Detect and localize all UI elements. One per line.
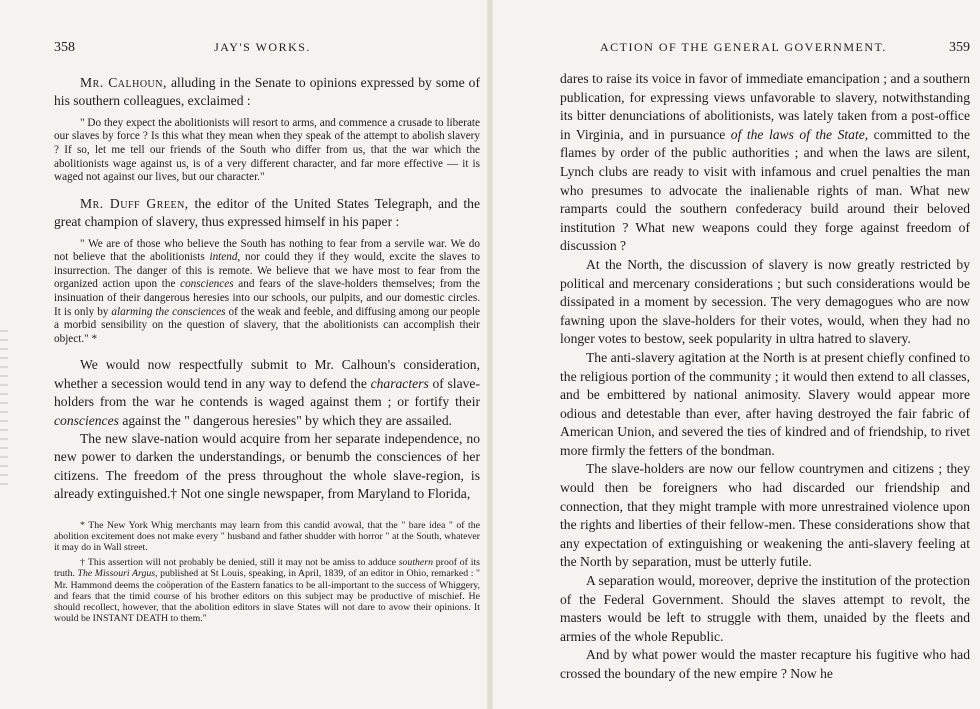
left-para-1: Mr. Calhoun, alluding in the Senate to opinions expressed by some of his southern colleagues, exclaimed : <box>54 75 480 109</box>
left-page-number: 358 <box>54 40 75 55</box>
left-running-head <box>54 40 480 56</box>
left-para-2: Mr. Duff Green, the editor of the United States Telegraph, and the great champion of slavery, thus expressed himself in his paper : <box>54 195 480 230</box>
right-running-title: ACTION OF THE GENERAL GOVERNMENT. <box>600 40 887 54</box>
right-page-number: 359 <box>949 40 970 55</box>
left-para-3: We would now respectfully submit to Mr. Calhoun's consideration, whether a secession would tend in any way to defend the characters of slave-holders from the war he contends is waged against them ; or fortify their consciences against the " dangerous heresies" by which they are assailed. <box>54 357 480 428</box>
left-quote-1: " Do they expect the abolitionists will resort to arms, and commence a crusade to liberate our slaves by force ? Is this what they mean when they speak of the attempt to abolish slavery ? If so, let me tell our friends of the South who differ from us, that the war which the abolitionists wage against us, is of a very different character, and far more effective — it is waged not against our lives, but our character." <box>54 116 480 184</box>
right-para-6: And by what power would the master recapture his fugitive who had crossed the boundary of the new empire ? Now he <box>560 647 970 681</box>
right-page <box>490 0 980 709</box>
right-para-2: At the North, the discussion of slavery is now greatly restricted by political and mercenary considerations ; but such considerations would be dissipated in a moment by secession. The very demagogues who are now fawning upon the slave-holders for their votes, would, when they had no longer votes to bestow, seek popularity in ultra hatred to slavery. <box>560 256 970 347</box>
right-para-5: A separation would, moreover, deprive the institution of the protection of the Federal Government. Should the slaves attempt to revolt, the masters would be left to struggle with them, unaided by the fleets and armies of the whole Republic. <box>560 573 970 644</box>
left-footnotes <box>54 520 480 625</box>
right-para-3: The anti-slavery agitation at the North is at present chiefly confined to the religious portion of the community ; it would then extend to all classes, and be embittered by national animosity. Slavery would appear more odious and detestable than ever, after having destroyed the fair fabric of American Union, and severed the ties of kindred and of friendship, to rivet more firmly the fetters of the bondman. <box>560 349 970 458</box>
footnote-2: † This assertion will not probably be denied, still it may not be amiss to adduce southern proof of its truth. The Missouri Argus, published at St Louis, speaking, in April, 1839, of an editor in Ohio, remarked : " Mr. Hammond deems the coöperation of the Eastern fanatics to be all-important to the success of Whiggery, and fears that the timid course of his brother editors on this subject may be productive of mischief. He should recollect, however, that the abolition editors in slave States will not dare to avow their opinions. It would be INSTANT DEATH to them." <box>54 557 480 625</box>
right-para-4: The slave-holders are now our fellow countrymen and citizens ; they would then be foreigners who had discarded our friendship and connection, that they might trample with more unrestrained violence upon the rights and liberties of their fellow-men. These considerations show that any expectation of extinguishing or weakening the anti-slavery feeling at the North by separation, must be utterly futile. <box>560 461 970 570</box>
right-running-head <box>600 40 970 56</box>
footnote-1: * The New York Whig merchants may learn from this candid avowal, that the " bare idea " of the abolition excitement does not make every " husband and father shudder with horror " at the South, whatever it may do in Wall street. <box>54 519 480 553</box>
left-running-title: JAY'S WORKS. <box>214 40 311 54</box>
left-quote-2: " We are of those who believe the South has nothing to fear from a servile war. We do not believe that the abolitionists intend, nor could they if they would, excite the slaves to insurrection. The danger of this is remote. We believe that we have most to fear from the organized action upon the consciences and fears of the slave-holders themselves; from the insinuation of their dangerous heresies into our schools, our pulpits, and our domestic circles. It is only by alarming the consciences of the weak and feeble, and diffusing among our people a morbid sensibility on the question of slavery, that the abolitionists can accomplish their object." * <box>54 237 480 345</box>
left-para-4: The new slave-nation would acquire from her separate independence, no new power to darken the understandings, or benumb the consciences of her citizens. The freedom of the press throughout the whole slave-region, is already extinguished.† Not one single newspaper, from Maryland to Florida, <box>54 430 480 502</box>
right-para-1: dares to raise its voice in favor of immediate emancipation ; and a southern publication, for expressing views unfavorable to slavery, notwithstanding its bitter denunciations of abolitionists, was lately taken from a post-office in Virginia, and in pursuance of the laws of the State, committed to the flames by order of the public authorities ; and when the laws are silent, Lynch clubs are ready to visit with infamous and cruel penalties the man who presumes to advocate the inalienable rights of man. What new ramparts could the southern confederacy build around their beloved institution ? What new weapons could they forge against freedom of discussion ? <box>560 71 970 254</box>
